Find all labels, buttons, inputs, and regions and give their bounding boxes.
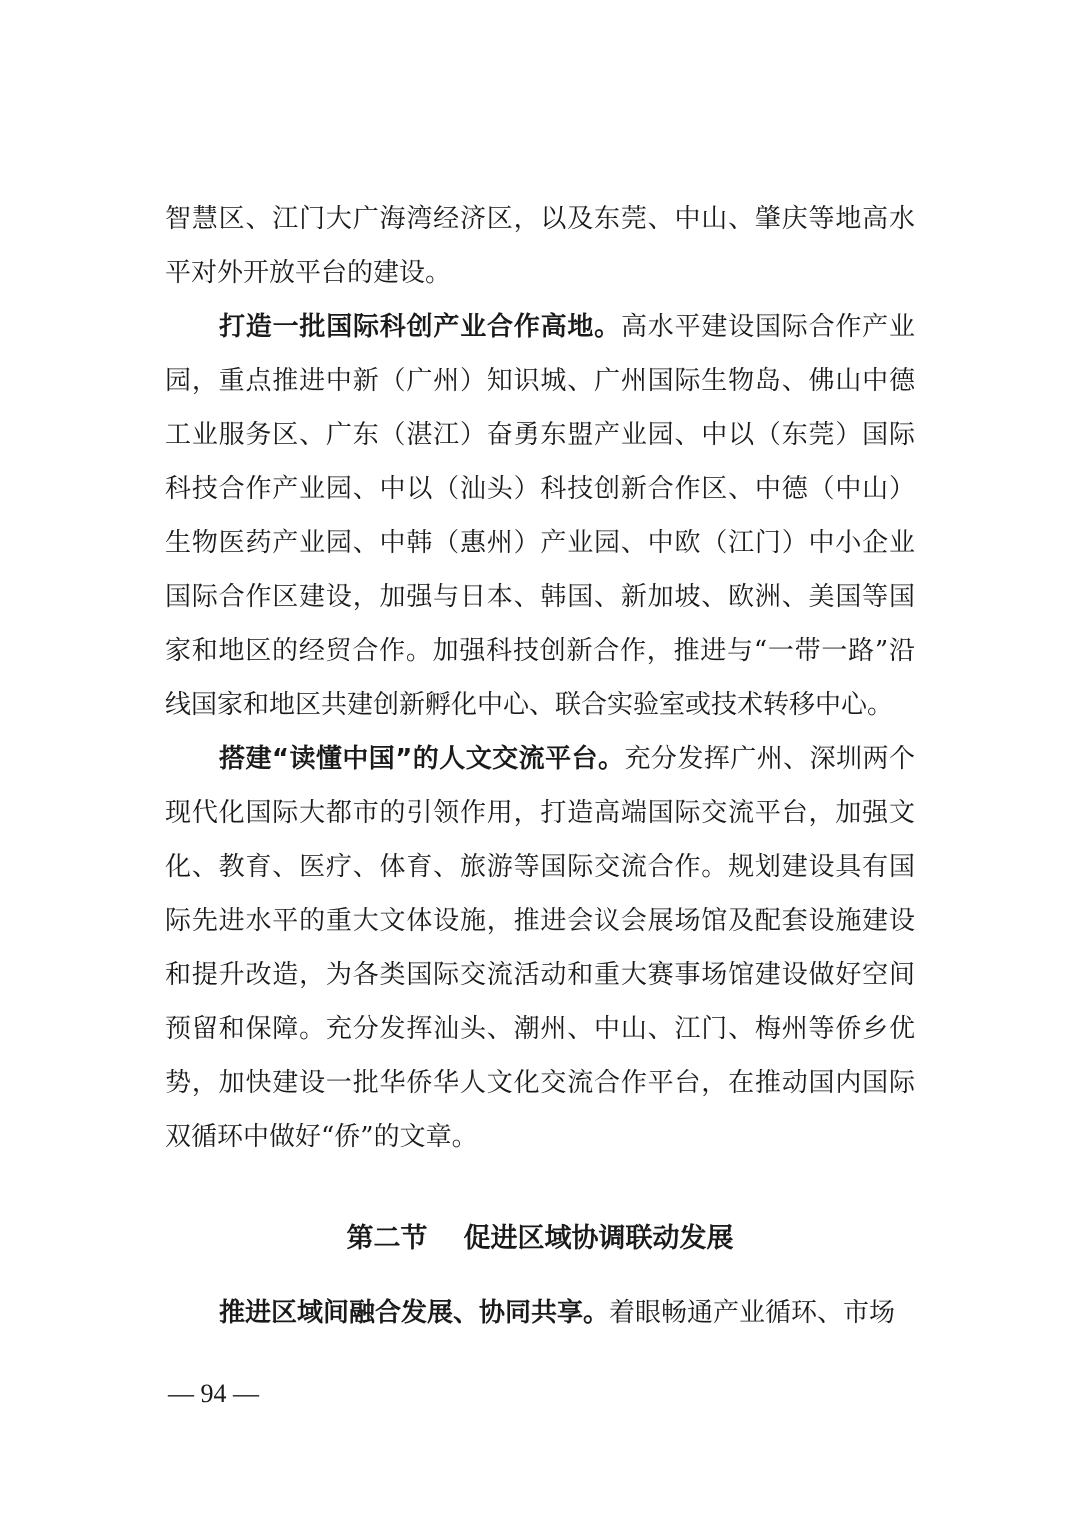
paragraph-line: 园，重点推进中新（广州）知识城、广州国际生物岛、佛山中德: [165, 366, 915, 396]
page-number: — 94 —: [168, 1379, 259, 1408]
paragraph-text: 着眼畅通产业循环、市场: [609, 1298, 896, 1328]
body-text: [165, 192, 915, 1164]
paragraph-first-line: [165, 732, 915, 786]
section-heading: [0, 1212, 1080, 1266]
paragraph-lead-heading: 搭建“读懂中国”的人文交流平台。: [219, 744, 625, 774]
paragraph-text: 高水平建设国际合作产业: [620, 312, 915, 342]
paragraph-lead-heading: 推进区域间融合发展、协同共享。: [219, 1298, 610, 1328]
paragraph-line: 国际合作区建设，加强与日本、韩国、新加坡、欧洲、美国等国: [165, 582, 915, 612]
paragraph-first-line: [165, 300, 915, 354]
paragraph-line: 预留和保障。充分发挥汕头、潮州、中山、江门、梅州等侨乡优: [165, 1014, 915, 1044]
paragraph-line: 势，加快建设一批华侨华人文化交流合作平台，在推动国内国际: [165, 1068, 915, 1098]
body-text-continued: [165, 1286, 915, 1340]
paragraph-lead-heading: 打造一批国际科创产业合作高地。: [219, 312, 621, 342]
paragraph-line: 科技合作产业园、中以（汕头）科技创新合作区、中德（中山）: [165, 474, 915, 504]
paragraph-line: 和提升改造，为各类国际交流活动和重大赛事场馆建设做好空间: [165, 960, 915, 990]
paragraph-line: 现代化国际大都市的引领作用，打造高端国际交流平台，加强文: [165, 798, 915, 828]
paragraph-line: 线国家和地区共建创新孵化中心、联合实验室或技术转移中心。: [165, 690, 894, 720]
paragraph-line: 生物医药产业园、中韩（惠州）产业园、中欧（江门）中小企业: [165, 528, 915, 558]
paragraph-line: 化、教育、医疗、体育、旅游等国际交流合作。规划建设具有国: [165, 852, 915, 882]
paragraph-line: 际先进水平的重大文体设施，推进会议会展场馆及配套设施建设: [165, 906, 915, 936]
paragraph-line: 工业服务区、广东（湛江）奋勇东盟产业园、中以（东莞）国际: [165, 420, 915, 450]
paragraph-line: 智慧区、江门大广海湾经济区，以及东莞、中山、肇庆等地高水: [165, 204, 915, 234]
paragraph-line: 家和地区的经贸合作。加强科技创新合作，推进与“一带一路”沿: [165, 636, 915, 666]
paragraph-line: 双循环中做好“侨”的文章。: [165, 1122, 478, 1152]
section-title: 促进区域协调联动发展: [463, 1223, 734, 1254]
paragraph-first-line: [165, 1286, 915, 1340]
paragraph-line: 平对外开放平台的建设。: [165, 258, 452, 288]
paragraph-text: 充分发挥广州、深圳两个: [624, 744, 915, 774]
section-number: 第二节: [346, 1223, 428, 1254]
